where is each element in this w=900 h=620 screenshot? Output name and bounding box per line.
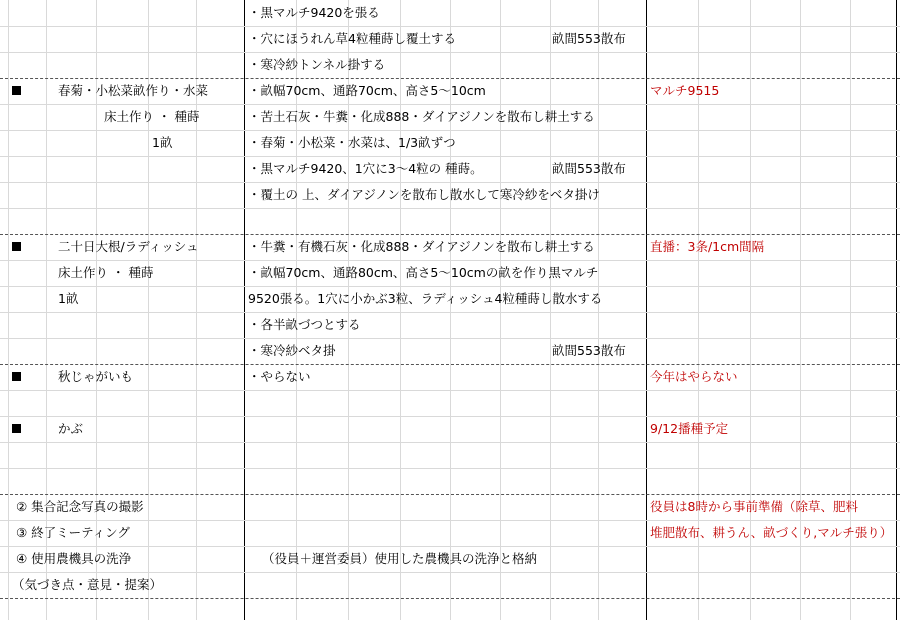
- turnip-title: かぶ: [58, 421, 84, 436]
- item-meeting: ③ 終了ミーティング: [16, 525, 130, 540]
- item-photo-note: 役員は8時から事前準備（除草、肥料: [650, 499, 858, 514]
- radish-line-5: ・寒冷紗ベタ掛: [248, 343, 336, 358]
- section-bullet: [12, 416, 21, 442]
- radish-sub-2: 1畝: [58, 291, 79, 306]
- shungiku-line-4-note: 畝間553散布: [552, 161, 626, 176]
- radish-title: 二十日大根/ラディッシュ: [58, 239, 199, 254]
- item-wash-detail: （役員＋運営委員）使用した農機具の洗浄と格納: [262, 551, 538, 566]
- grid-line: [8, 0, 9, 620]
- grid-line: [0, 468, 900, 469]
- potato-right-note: 今年はやらない: [650, 369, 738, 384]
- spinach-line-3: ・寒冷紗トンネル掛する: [248, 57, 386, 72]
- shungiku-right-note: マルチ9515: [650, 83, 720, 98]
- grid-line: [0, 208, 900, 209]
- turnip-right-note: 9/12播種予定: [650, 421, 729, 436]
- square-bullet-icon: [12, 242, 21, 251]
- item-wash: ④ 使用農機具の洗浄: [16, 551, 132, 566]
- grid-line: [0, 338, 900, 339]
- radish-line-2: ・畝幅70cm、通路80cm、高さ5～10cmの畝を作り黒マルチ: [248, 265, 599, 280]
- shungiku-sub-1: 床土作り ・ 種蒔: [104, 109, 200, 124]
- potato-title: 秋じゃがいも: [58, 369, 134, 384]
- item-photo: ② 集合記念写真の撮影: [16, 499, 144, 514]
- section-divider: [0, 364, 900, 365]
- shungiku-line-2: ・苦土石灰・牛糞・化成888・ダイアジノンを散布し耕土する: [248, 109, 595, 124]
- grid-line: [0, 416, 900, 417]
- grid-line: [0, 390, 900, 391]
- section-bullet: [12, 364, 21, 390]
- potato-line: ・やらない: [248, 369, 311, 384]
- item-notes: （気づき点・意見・提案）: [12, 577, 163, 592]
- shungiku-line-1: ・畝幅70cm、通路70cm、高さ5～10cm: [248, 83, 486, 98]
- column-border: [646, 0, 647, 620]
- radish-line-1: ・牛糞・有機石灰・化成888・ダイアジノンを散布し耕土する: [248, 239, 595, 254]
- grid-line: [0, 52, 900, 53]
- spinach-line-2: ・穴にほうれん草4粒種蒔し覆土する: [248, 31, 456, 46]
- square-bullet-icon: [12, 424, 21, 433]
- section-divider: [0, 598, 900, 599]
- column-border: [244, 0, 245, 620]
- item-meeting-note: 堆肥散布、耕うん、畝づくり,マルチ張り）: [650, 525, 893, 540]
- shungiku-sub-2: 1畝: [152, 135, 173, 150]
- radish-line-3: 9520張る。1穴に小かぶ3粒、ラディッシュ4粒種蒔し散水する: [248, 291, 603, 306]
- radish-line-5-note: 畝間553散布: [552, 343, 626, 358]
- shungiku-line-5: ・覆土の 上、ダイアジノンを散布し散水して寒冷紗をベタ掛け: [248, 187, 600, 202]
- radish-line-4: ・各半畝づつとする: [248, 317, 361, 332]
- spinach-line-2-note: 畝間553散布: [552, 31, 626, 46]
- shungiku-line-3: ・春菊・小松菜・水菜は、1/3畝ずつ: [248, 135, 456, 150]
- shungiku-title: 春菊・小松菜畝作り・水菜: [58, 83, 209, 98]
- spinach-line-1: ・黒マルチ9420を張る: [248, 5, 380, 20]
- square-bullet-icon: [12, 372, 21, 381]
- square-bullet-icon: [12, 86, 21, 95]
- shungiku-line-4: ・黒マルチ9420、1穴に3～4粒の 種蒔。: [248, 161, 483, 176]
- grid-line: [0, 312, 900, 313]
- radish-sub-1: 床土作り ・ 種蒔: [58, 265, 154, 280]
- section-bullet: [12, 78, 21, 104]
- column-border: [896, 0, 897, 620]
- grid-line: [0, 442, 900, 443]
- radish-right-note: 直播：3条/1cm間隔: [650, 239, 765, 254]
- section-bullet: [12, 234, 21, 260]
